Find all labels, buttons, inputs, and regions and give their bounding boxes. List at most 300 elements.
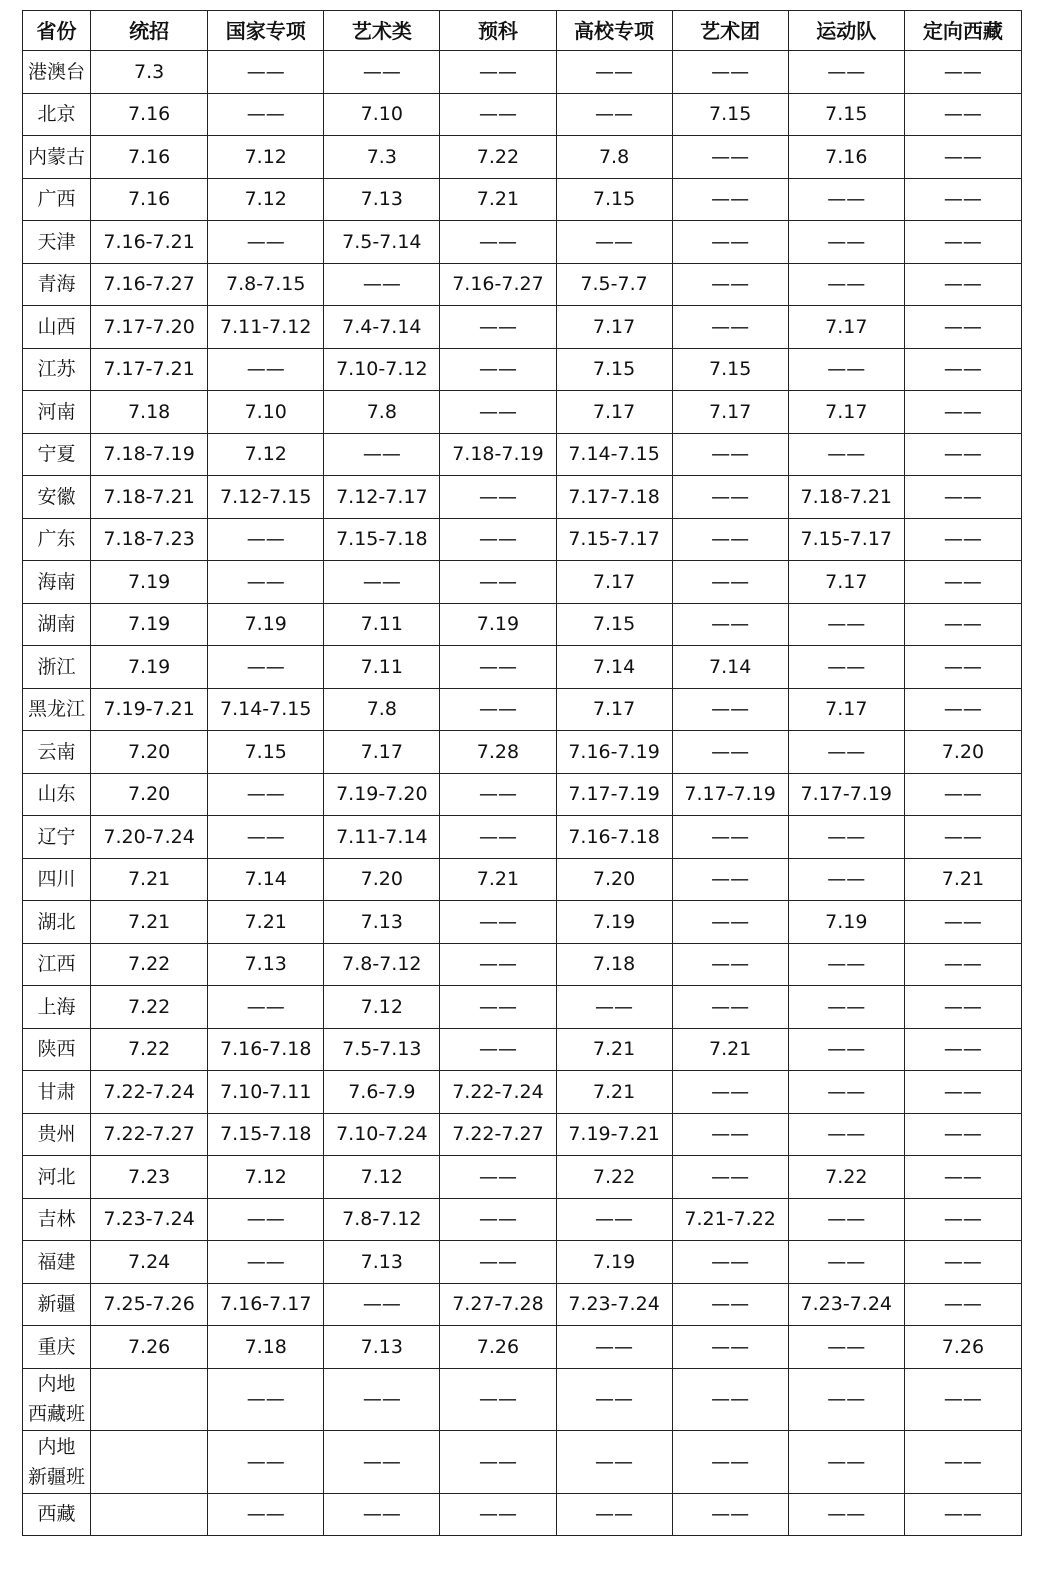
cell-university-special: —— <box>556 1431 672 1494</box>
cell-national-special: 7.12 <box>208 136 324 179</box>
cell-arts: 7.13 <box>324 178 440 221</box>
cell-tibet-directed: —— <box>904 1493 1021 1536</box>
table-row <box>23 1326 1022 1369</box>
cell-arts: 7.10 <box>324 93 440 136</box>
cell-preparatory: —— <box>440 1493 556 1536</box>
cell-preparatory: —— <box>440 986 556 1029</box>
cell-preparatory: —— <box>440 306 556 349</box>
cell-tibet-directed: —— <box>904 348 1021 391</box>
cell-preparatory: —— <box>440 773 556 816</box>
table-row <box>23 1071 1022 1114</box>
header-art-troupe: 艺术团 <box>672 11 788 51</box>
cell-general-admission: 7.22-7.27 <box>91 1113 208 1156</box>
cell-sports-team: 7.17 <box>788 391 904 434</box>
table-row <box>23 433 1022 476</box>
table-row <box>23 518 1022 561</box>
cell-general-admission: 7.23-7.24 <box>91 1198 208 1241</box>
cell-sports-team: 7.17-7.19 <box>788 773 904 816</box>
cell-national-special: 7.12-7.15 <box>208 476 324 519</box>
cell-art-troupe: —— <box>672 603 788 646</box>
cell-general-admission: 7.16 <box>91 136 208 179</box>
cell-art-troupe: 7.21-7.22 <box>672 1198 788 1241</box>
cell-university-special: 7.17 <box>556 391 672 434</box>
table-row <box>23 901 1022 944</box>
province-cell: 青海 <box>23 263 91 306</box>
province-cell <box>23 1431 91 1494</box>
cell-arts: —— <box>324 561 440 604</box>
cell-general-admission: 7.25-7.26 <box>91 1283 208 1326</box>
cell-sports-team: —— <box>788 858 904 901</box>
cell-national-special: —— <box>208 518 324 561</box>
cell-general-admission: 7.22 <box>91 943 208 986</box>
table-body <box>23 51 1022 1536</box>
schedule-table-container <box>22 10 1022 1536</box>
cell-sports-team: —— <box>788 646 904 689</box>
cell-national-special: 7.13 <box>208 943 324 986</box>
cell-preparatory: —— <box>440 688 556 731</box>
province-cell: 河北 <box>23 1156 91 1199</box>
cell-university-special: 7.16-7.18 <box>556 816 672 859</box>
cell-national-special: 7.10 <box>208 391 324 434</box>
cell-art-troupe: —— <box>672 136 788 179</box>
cell-national-special: 7.19 <box>208 603 324 646</box>
cell-university-special: 7.22 <box>556 1156 672 1199</box>
cell-national-special: 7.14-7.15 <box>208 688 324 731</box>
cell-preparatory: —— <box>440 1156 556 1199</box>
cell-sports-team: —— <box>788 816 904 859</box>
cell-arts: 7.3 <box>324 136 440 179</box>
cell-art-troupe: —— <box>672 731 788 774</box>
cell-tibet-directed: —— <box>904 986 1021 1029</box>
table-row <box>23 1493 1022 1536</box>
cell-tibet-directed: —— <box>904 646 1021 689</box>
table-row <box>23 476 1022 519</box>
cell-general-admission: 7.22-7.24 <box>91 1071 208 1114</box>
cell-arts: 7.12-7.17 <box>324 476 440 519</box>
province-cell: 内蒙古 <box>23 136 91 179</box>
cell-preparatory: —— <box>440 518 556 561</box>
cell-arts: 7.5-7.14 <box>324 221 440 264</box>
cell-national-special: —— <box>208 1493 324 1536</box>
province-line: 新疆班 <box>28 1465 86 1488</box>
province-cell: 四川 <box>23 858 91 901</box>
cell-arts: 7.10-7.12 <box>324 348 440 391</box>
cell-general-admission: 7.16-7.27 <box>91 263 208 306</box>
cell-tibet-directed: —— <box>904 1368 1021 1431</box>
cell-preparatory: 7.21 <box>440 178 556 221</box>
province-cell: 甘肃 <box>23 1071 91 1114</box>
cell-tibet-directed: —— <box>904 773 1021 816</box>
cell-sports-team: 7.19 <box>788 901 904 944</box>
cell-arts: 7.10-7.24 <box>324 1113 440 1156</box>
cell-general-admission: 7.3 <box>91 51 208 94</box>
cell-art-troupe: —— <box>672 1431 788 1494</box>
table-row <box>23 1198 1022 1241</box>
cell-sports-team: 7.22 <box>788 1156 904 1199</box>
cell-arts: 7.11-7.14 <box>324 816 440 859</box>
table-row <box>23 263 1022 306</box>
cell-national-special: —— <box>208 1431 324 1494</box>
cell-general-admission: 7.16 <box>91 93 208 136</box>
cell-arts: 7.8-7.12 <box>324 943 440 986</box>
cell-sports-team: —— <box>788 1431 904 1494</box>
cell-art-troupe: —— <box>672 561 788 604</box>
cell-university-special: 7.20 <box>556 858 672 901</box>
cell-art-troupe: —— <box>672 221 788 264</box>
table-row <box>23 136 1022 179</box>
cell-art-troupe: —— <box>672 986 788 1029</box>
cell-sports-team: 7.23-7.24 <box>788 1283 904 1326</box>
cell-preparatory: —— <box>440 1028 556 1071</box>
cell-art-troupe: —— <box>672 306 788 349</box>
cell-university-special: 7.18 <box>556 943 672 986</box>
cell-general-admission: 7.22 <box>91 1028 208 1071</box>
province-cell: 上海 <box>23 986 91 1029</box>
cell-sports-team: —— <box>788 731 904 774</box>
cell-preparatory: 7.27-7.28 <box>440 1283 556 1326</box>
cell-university-special: —— <box>556 221 672 264</box>
cell-art-troupe: —— <box>672 1368 788 1431</box>
cell-sports-team: —— <box>788 263 904 306</box>
cell-preparatory: —— <box>440 1431 556 1494</box>
province-cell: 安徽 <box>23 476 91 519</box>
cell-university-special: 7.21 <box>556 1028 672 1071</box>
cell-national-special: 7.15 <box>208 731 324 774</box>
cell-arts: —— <box>324 1431 440 1494</box>
table-row <box>23 178 1022 221</box>
cell-university-special: —— <box>556 1493 672 1536</box>
cell-national-special: 7.21 <box>208 901 324 944</box>
province-cell: 海南 <box>23 561 91 604</box>
cell-tibet-directed: —— <box>904 476 1021 519</box>
cell-tibet-directed: —— <box>904 901 1021 944</box>
cell-university-special: 7.17 <box>556 306 672 349</box>
cell-university-special: 7.16-7.19 <box>556 731 672 774</box>
cell-art-troupe: 7.21 <box>672 1028 788 1071</box>
cell-sports-team: —— <box>788 986 904 1029</box>
cell-preparatory: —— <box>440 1198 556 1241</box>
cell-preparatory: —— <box>440 93 556 136</box>
header-preparatory: 预科 <box>440 11 556 51</box>
cell-tibet-directed: —— <box>904 433 1021 476</box>
cell-sports-team: —— <box>788 1326 904 1369</box>
cell-general-admission: 7.18-7.19 <box>91 433 208 476</box>
cell-preparatory: —— <box>440 943 556 986</box>
cell-national-special: —— <box>208 1241 324 1284</box>
table-row <box>23 306 1022 349</box>
cell-art-troupe: —— <box>672 1071 788 1114</box>
cell-arts: 7.20 <box>324 858 440 901</box>
cell-national-special: —— <box>208 93 324 136</box>
cell-art-troupe: 7.17-7.19 <box>672 773 788 816</box>
cell-university-special: 7.15 <box>556 348 672 391</box>
cell-general-admission: 7.18-7.23 <box>91 518 208 561</box>
cell-arts: 7.15-7.18 <box>324 518 440 561</box>
cell-arts: —— <box>324 433 440 476</box>
province-line: 西藏班 <box>28 1403 86 1426</box>
cell-tibet-directed: —— <box>904 51 1021 94</box>
table-row <box>23 1368 1022 1431</box>
cell-national-special: 7.18 <box>208 1326 324 1369</box>
cell-preparatory: 7.19 <box>440 603 556 646</box>
cell-sports-team: 7.15-7.17 <box>788 518 904 561</box>
cell-sports-team: —— <box>788 178 904 221</box>
cell-art-troupe: —— <box>672 1493 788 1536</box>
cell-university-special: —— <box>556 986 672 1029</box>
cell-arts: 7.11 <box>324 646 440 689</box>
province-cell: 贵州 <box>23 1113 91 1156</box>
cell-university-special: 7.15 <box>556 603 672 646</box>
cell-sports-team: —— <box>788 1071 904 1114</box>
header-arts: 艺术类 <box>324 11 440 51</box>
province-cell: 山东 <box>23 773 91 816</box>
cell-preparatory: 7.18-7.19 <box>440 433 556 476</box>
cell-tibet-directed: —— <box>904 816 1021 859</box>
cell-national-special: 7.12 <box>208 433 324 476</box>
cell-sports-team: 7.17 <box>788 306 904 349</box>
cell-tibet-directed: —— <box>904 306 1021 349</box>
cell-general-admission: 7.19 <box>91 646 208 689</box>
cell-tibet-directed: —— <box>904 221 1021 264</box>
header-university-special: 高校专项 <box>556 11 672 51</box>
province-cell: 江西 <box>23 943 91 986</box>
cell-tibet-directed: —— <box>904 391 1021 434</box>
province-cell: 山西 <box>23 306 91 349</box>
cell-arts: 7.12 <box>324 986 440 1029</box>
cell-general-admission: 7.24 <box>91 1241 208 1284</box>
cell-general-admission: 7.19 <box>91 561 208 604</box>
header-tibet-directed: 定向西藏 <box>904 11 1021 51</box>
cell-national-special: —— <box>208 1198 324 1241</box>
header-general-admission: 统招 <box>91 11 208 51</box>
table-row <box>23 816 1022 859</box>
cell-arts: 7.8-7.12 <box>324 1198 440 1241</box>
cell-general-admission <box>91 1493 208 1536</box>
cell-general-admission: 7.19 <box>91 603 208 646</box>
cell-tibet-directed: —— <box>904 1113 1021 1156</box>
cell-art-troupe: 7.14 <box>672 646 788 689</box>
cell-arts: 7.13 <box>324 1326 440 1369</box>
cell-general-admission: 7.17-7.21 <box>91 348 208 391</box>
cell-university-special: 7.21 <box>556 1071 672 1114</box>
cell-university-special: 7.23-7.24 <box>556 1283 672 1326</box>
cell-university-special: 7.19-7.21 <box>556 1113 672 1156</box>
cell-sports-team: —— <box>788 1198 904 1241</box>
cell-tibet-directed: —— <box>904 518 1021 561</box>
cell-arts: —— <box>324 1368 440 1431</box>
cell-national-special: —— <box>208 816 324 859</box>
cell-preparatory: 7.22-7.24 <box>440 1071 556 1114</box>
province-cell: 重庆 <box>23 1326 91 1369</box>
cell-art-troupe: —— <box>672 178 788 221</box>
cell-university-special: 7.17 <box>556 561 672 604</box>
cell-national-special: —— <box>208 51 324 94</box>
cell-sports-team: —— <box>788 221 904 264</box>
cell-university-special: —— <box>556 1326 672 1369</box>
cell-preparatory: 7.26 <box>440 1326 556 1369</box>
cell-national-special: 7.11-7.12 <box>208 306 324 349</box>
cell-art-troupe: —— <box>672 518 788 561</box>
cell-general-admission: 7.18-7.21 <box>91 476 208 519</box>
cell-sports-team: —— <box>788 51 904 94</box>
cell-tibet-directed: —— <box>904 93 1021 136</box>
cell-preparatory: 7.16-7.27 <box>440 263 556 306</box>
table-row <box>23 93 1022 136</box>
table-row <box>23 1431 1022 1494</box>
cell-arts: 7.5-7.13 <box>324 1028 440 1071</box>
cell-preparatory: —— <box>440 561 556 604</box>
cell-preparatory: —— <box>440 646 556 689</box>
cell-national-special: 7.15-7.18 <box>208 1113 324 1156</box>
cell-university-special: 7.5-7.7 <box>556 263 672 306</box>
cell-arts: 7.12 <box>324 1156 440 1199</box>
cell-university-special: 7.17-7.19 <box>556 773 672 816</box>
cell-arts: 7.8 <box>324 688 440 731</box>
cell-sports-team: 7.17 <box>788 688 904 731</box>
cell-general-admission <box>91 1431 208 1494</box>
cell-art-troupe: —— <box>672 816 788 859</box>
table-row <box>23 688 1022 731</box>
cell-university-special: 7.15 <box>556 178 672 221</box>
table-row <box>23 1028 1022 1071</box>
cell-tibet-directed: —— <box>904 561 1021 604</box>
cell-arts: 7.13 <box>324 901 440 944</box>
cell-art-troupe: —— <box>672 1283 788 1326</box>
cell-arts: 7.13 <box>324 1241 440 1284</box>
cell-general-admission: 7.21 <box>91 858 208 901</box>
cell-art-troupe: 7.15 <box>672 93 788 136</box>
cell-art-troupe: —— <box>672 1156 788 1199</box>
table-header-row <box>23 11 1022 51</box>
province-cell: 新疆 <box>23 1283 91 1326</box>
cell-preparatory: —— <box>440 348 556 391</box>
cell-national-special: —— <box>208 773 324 816</box>
province-cell <box>23 1368 91 1431</box>
cell-art-troupe: —— <box>672 1113 788 1156</box>
table-row <box>23 51 1022 94</box>
cell-national-special: 7.12 <box>208 1156 324 1199</box>
cell-tibet-directed: 7.26 <box>904 1326 1021 1369</box>
cell-art-troupe: —— <box>672 858 788 901</box>
cell-university-special: —— <box>556 51 672 94</box>
province-cell: 福建 <box>23 1241 91 1284</box>
cell-general-admission: 7.20 <box>91 731 208 774</box>
cell-art-troupe: —— <box>672 1326 788 1369</box>
header-sports-team: 运动队 <box>788 11 904 51</box>
cell-arts: —— <box>324 51 440 94</box>
cell-sports-team: —— <box>788 348 904 391</box>
cell-sports-team: 7.15 <box>788 93 904 136</box>
table-row <box>23 773 1022 816</box>
province-cell: 辽宁 <box>23 816 91 859</box>
province-line: 内地 <box>37 1373 76 1396</box>
cell-preparatory: —— <box>440 51 556 94</box>
cell-tibet-directed: —— <box>904 178 1021 221</box>
cell-tibet-directed: —— <box>904 1198 1021 1241</box>
table-row <box>23 943 1022 986</box>
cell-preparatory: 7.28 <box>440 731 556 774</box>
table-row <box>23 391 1022 434</box>
cell-tibet-directed: —— <box>904 1156 1021 1199</box>
cell-tibet-directed: —— <box>904 136 1021 179</box>
cell-art-troupe: —— <box>672 901 788 944</box>
cell-tibet-directed: —— <box>904 1241 1021 1284</box>
cell-sports-team: —— <box>788 603 904 646</box>
cell-tibet-directed: —— <box>904 603 1021 646</box>
cell-sports-team: 7.16 <box>788 136 904 179</box>
cell-arts: —— <box>324 263 440 306</box>
cell-national-special: 7.16-7.18 <box>208 1028 324 1071</box>
cell-art-troupe: 7.17 <box>672 391 788 434</box>
cell-art-troupe: —— <box>672 433 788 476</box>
cell-tibet-directed: —— <box>904 1283 1021 1326</box>
province-cell: 天津 <box>23 221 91 264</box>
province-cell: 浙江 <box>23 646 91 689</box>
cell-art-troupe: —— <box>672 263 788 306</box>
header-province: 省份 <box>23 11 91 51</box>
cell-tibet-directed: —— <box>904 263 1021 306</box>
cell-arts: 7.8 <box>324 391 440 434</box>
cell-sports-team: —— <box>788 1241 904 1284</box>
cell-sports-team: —— <box>788 433 904 476</box>
cell-general-admission: 7.22 <box>91 986 208 1029</box>
cell-tibet-directed: 7.21 <box>904 858 1021 901</box>
cell-university-special: —— <box>556 93 672 136</box>
cell-preparatory: 7.21 <box>440 858 556 901</box>
province-cell: 北京 <box>23 93 91 136</box>
cell-arts: 7.17 <box>324 731 440 774</box>
cell-general-admission: 7.19-7.21 <box>91 688 208 731</box>
cell-university-special: 7.8 <box>556 136 672 179</box>
province-cell: 湖北 <box>23 901 91 944</box>
cell-national-special: —— <box>208 986 324 1029</box>
cell-national-special: 7.12 <box>208 178 324 221</box>
cell-national-special: —— <box>208 561 324 604</box>
cell-national-special: —— <box>208 646 324 689</box>
cell-sports-team: —— <box>788 943 904 986</box>
cell-preparatory: 7.22 <box>440 136 556 179</box>
cell-general-admission: 7.17-7.20 <box>91 306 208 349</box>
table-row <box>23 221 1022 264</box>
cell-university-special: —— <box>556 1198 672 1241</box>
cell-sports-team: —— <box>788 1493 904 1536</box>
cell-university-special: —— <box>556 1368 672 1431</box>
cell-art-troupe: —— <box>672 943 788 986</box>
province-cell: 西藏 <box>23 1493 91 1536</box>
province-line: 内地 <box>37 1435 76 1458</box>
cell-art-troupe: —— <box>672 1241 788 1284</box>
cell-national-special: —— <box>208 1368 324 1431</box>
table-row <box>23 1156 1022 1199</box>
table-row <box>23 731 1022 774</box>
table-row <box>23 1241 1022 1284</box>
table-row <box>23 603 1022 646</box>
province-cell: 黑龙江 <box>23 688 91 731</box>
table-row <box>23 561 1022 604</box>
cell-preparatory: —— <box>440 1241 556 1284</box>
province-cell: 河南 <box>23 391 91 434</box>
province-cell: 陕西 <box>23 1028 91 1071</box>
province-cell: 云南 <box>23 731 91 774</box>
cell-preparatory: 7.22-7.27 <box>440 1113 556 1156</box>
cell-general-admission: 7.23 <box>91 1156 208 1199</box>
cell-art-troupe: 7.15 <box>672 348 788 391</box>
cell-arts: —— <box>324 1493 440 1536</box>
province-cell: 江苏 <box>23 348 91 391</box>
cell-university-special: 7.19 <box>556 1241 672 1284</box>
cell-national-special: —— <box>208 221 324 264</box>
cell-preparatory: —— <box>440 1368 556 1431</box>
